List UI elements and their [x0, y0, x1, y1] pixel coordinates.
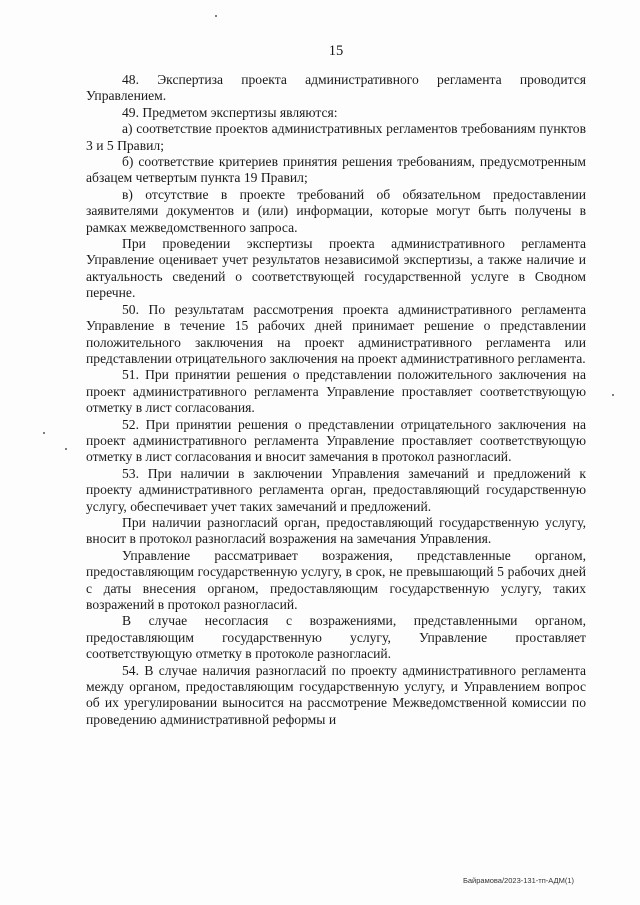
- paragraph-49-b: б) соответствие критериев принятия решения требованиям, предусмотренным абзацем четвертым пункта 19 Правил;: [86, 154, 586, 186]
- paragraph-53: 53. При наличии в заключении Управления замечаний и предложений к проекту административного регламента орган, предоставляющий государственную услугу, обеспечивает учет таких замечаний и предложений.: [86, 465, 586, 514]
- paragraph-49: 49. Предметом экспертизы являются:: [122, 104, 338, 120]
- paragraph-52: 52. При принятии решения о представлении отрицательного заключения на проект административного регламента Управление проставляет соответствующую отметку в лист согласования и вносит замечания в протокол разногласий.: [86, 416, 586, 465]
- paragraph-49-a: а) соответствие проектов административных регламентов требованиям пунктов 3 и 5 Правил;: [86, 121, 586, 153]
- paragraph-51: 51. При принятии решения о представлении положительного заключения на проект административного регламента Управление проставляет соответствующую отметку в лист согласования.: [86, 367, 586, 416]
- document-body: [86, 72, 586, 728]
- scan-speck: [612, 394, 614, 396]
- scan-speck: [43, 432, 45, 434]
- footer-document-code: Байрамова/2023-131-тп-АДМ(1): [462, 876, 574, 885]
- paragraph-53-review: Управление рассматривает возражения, представленные органом, предоставляющим государственную услугу, в срок, не превышающий 5 рабочих дней с даты внесения органом, предоставляющим государственную услугу, таких возражений в протокол разногласий.: [86, 547, 586, 612]
- paragraph-50: 50. По результатам рассмотрения проекта административного регламента Управление в течение 15 рабочих дней принимает решение о представлении положительного заключения на проект административного регламента или представлении отрицательного заключения на проект административного регламента.: [86, 301, 586, 366]
- paragraph-53-objections: При наличии разногласий орган, предоставляющий государственную услугу, вносит в протокол разногласий возражения на замечания Управления.: [86, 514, 586, 547]
- paragraph-49-note: При проведении экспертизы проекта административного регламента Управление оценивает учет результатов независимой экспертизы, а также наличие и актуальность сведений о соответствующей государственной услуге в Сводном перечне.: [86, 236, 586, 301]
- scan-speck: [65, 448, 67, 450]
- paragraph-48: 48. Экспертиза проекта административного регламента проводится Управлением.: [86, 72, 586, 104]
- paragraph-53-disagreement: В случае несогласия с возражениями, представленными органом, предоставляющим государственную услугу, Управление проставляет соответствующую отметку в протоколе разногласий.: [86, 613, 586, 662]
- paragraph-54: 54. В случае наличия разногласий по проекту административного регламента между органом, предоставляющим государственную услугу, и Управлением вопрос об их урегулировании выносится на рассмотрение Межведомственной комиссии по проведению административной реформы и: [86, 662, 586, 727]
- scan-speck: [215, 15, 217, 17]
- page-number: 15: [328, 43, 344, 59]
- paragraph-49-c: в) отсутствие в проекте требований об обязательном предоставлении заявителями документов и (или) информации, которые могут быть получены в рамках межведомственного запроса.: [86, 186, 586, 235]
